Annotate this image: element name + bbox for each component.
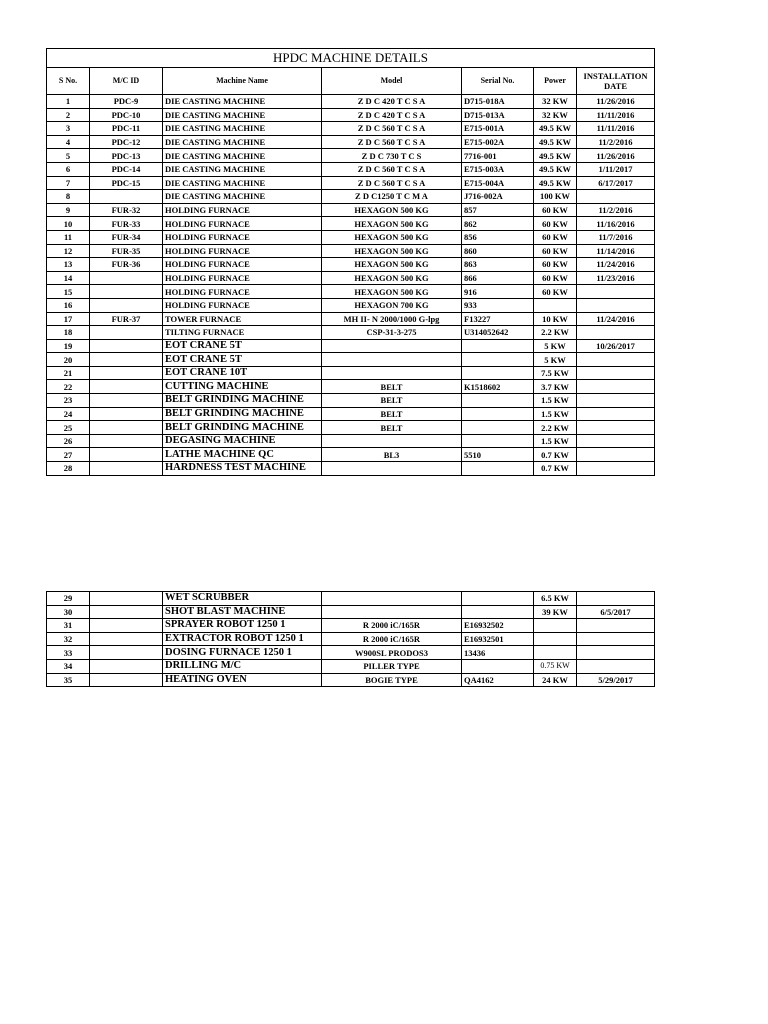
cell-model: BELT	[322, 394, 462, 408]
cell-serial: 5510	[462, 448, 534, 462]
cell-model: BOGIE TYPE	[322, 673, 462, 687]
cell-date: 11/23/2016	[577, 271, 655, 285]
table-row	[47, 244, 655, 258]
header-serial: Serial No.	[462, 68, 534, 95]
table-row	[47, 149, 655, 163]
table-row	[47, 203, 655, 217]
table-row	[47, 632, 655, 646]
cell-sno: 19	[47, 339, 90, 353]
cell-date	[577, 448, 655, 462]
cell-power	[534, 632, 577, 646]
cell-serial	[462, 421, 534, 435]
cell-mcid	[90, 448, 163, 462]
header-installation-date: INSTALLATION DATE	[577, 68, 655, 95]
cell-model: HEXAGON 500 KG	[322, 203, 462, 217]
cell-model: Z D C 560 T C S A	[322, 162, 462, 176]
table-row	[47, 646, 655, 660]
cell-mcid: PDC-11	[90, 122, 163, 136]
cell-model: Z D C1250 T C M A	[322, 190, 462, 204]
cell-power: 0.75 KW	[534, 659, 577, 673]
cell-power: 1.5 KW	[534, 407, 577, 421]
cell-model: Z D C 560 T C S A	[322, 135, 462, 149]
cell-mcid	[90, 380, 163, 394]
cell-mcid: PDC-10	[90, 108, 163, 122]
table-row	[47, 380, 655, 394]
cell-machine-name: DRILLING M/C	[163, 659, 322, 673]
cell-date: 11/11/2016	[577, 108, 655, 122]
cell-date	[577, 394, 655, 408]
cell-sno: 9	[47, 203, 90, 217]
cell-power: 10 KW	[534, 312, 577, 326]
table-row	[47, 135, 655, 149]
cell-mcid	[90, 407, 163, 421]
cell-sno: 20	[47, 353, 90, 367]
cell-model: Z D C 560 T C S A	[322, 176, 462, 190]
table-row	[47, 394, 655, 408]
header-sno: S No.	[47, 68, 90, 95]
cell-machine-name: HOLDING FURNACE	[163, 298, 322, 312]
table-row	[47, 95, 655, 109]
cell-mcid: FUR-34	[90, 230, 163, 244]
cell-sno: 25	[47, 421, 90, 435]
cell-sno: 1	[47, 95, 90, 109]
cell-sno: 4	[47, 135, 90, 149]
cell-mcid: PDC-13	[90, 149, 163, 163]
cell-model: HEXAGON 700 KG	[322, 298, 462, 312]
table-row	[47, 122, 655, 136]
cell-machine-name: EXTRACTOR ROBOT 1250 1	[163, 632, 322, 646]
table-row	[47, 407, 655, 421]
cell-mcid: FUR-37	[90, 312, 163, 326]
cell-serial: QA4162	[462, 673, 534, 687]
cell-serial	[462, 605, 534, 619]
cell-machine-name: DEGASING MACHINE	[163, 434, 322, 448]
cell-power	[534, 298, 577, 312]
cell-machine-name: DIE CASTING MACHINE	[163, 122, 322, 136]
cell-power: 49.5 KW	[534, 176, 577, 190]
cell-model: HEXAGON 500 KG	[322, 271, 462, 285]
cell-power: 6.5 KW	[534, 592, 577, 606]
cell-date	[577, 632, 655, 646]
cell-power: 49.5 KW	[534, 162, 577, 176]
cell-serial: K1518602	[462, 380, 534, 394]
cell-machine-name: DIE CASTING MACHINE	[163, 176, 322, 190]
cell-power: 32 KW	[534, 108, 577, 122]
cell-machine-name: DIE CASTING MACHINE	[163, 135, 322, 149]
cell-machine-name: WET SCRUBBER	[163, 592, 322, 606]
cell-power: 5 KW	[534, 339, 577, 353]
cell-serial: J716-002A	[462, 190, 534, 204]
cell-serial: D715-018A	[462, 95, 534, 109]
cell-machine-name: DIE CASTING MACHINE	[163, 95, 322, 109]
table-row	[47, 462, 655, 476]
cell-date	[577, 462, 655, 476]
cell-serial: 862	[462, 217, 534, 231]
table-row	[47, 298, 655, 312]
cell-model: BELT	[322, 421, 462, 435]
cell-mcid	[90, 462, 163, 476]
cell-serial: D715-013A	[462, 108, 534, 122]
cell-serial: 866	[462, 271, 534, 285]
table-row	[47, 326, 655, 340]
cell-serial	[462, 394, 534, 408]
cell-model	[322, 434, 462, 448]
cell-power: 0.7 KW	[534, 448, 577, 462]
cell-serial	[462, 462, 534, 476]
cell-mcid	[90, 326, 163, 340]
cell-serial	[462, 353, 534, 367]
cell-power: 60 KW	[534, 285, 577, 299]
cell-mcid	[90, 434, 163, 448]
cell-machine-name: DIE CASTING MACHINE	[163, 108, 322, 122]
cell-serial: 7716-001	[462, 149, 534, 163]
cell-sno: 28	[47, 462, 90, 476]
table-row	[47, 217, 655, 231]
cell-power: 60 KW	[534, 203, 577, 217]
table-row	[47, 592, 655, 606]
cell-date	[577, 434, 655, 448]
cell-model	[322, 592, 462, 606]
cell-machine-name: DIE CASTING MACHINE	[163, 190, 322, 204]
table-row	[47, 366, 655, 380]
cell-model: Z D C 420 T C S A	[322, 108, 462, 122]
cell-sno: 32	[47, 632, 90, 646]
cell-mcid	[90, 619, 163, 633]
table-row	[47, 448, 655, 462]
cell-sno: 5	[47, 149, 90, 163]
cell-serial: E16932501	[462, 632, 534, 646]
cell-model: PILLER TYPE	[322, 659, 462, 673]
cell-machine-name: HOLDING FURNACE	[163, 203, 322, 217]
table-row	[47, 190, 655, 204]
table-row	[47, 312, 655, 326]
cell-serial: E715-001A	[462, 122, 534, 136]
cell-power	[534, 646, 577, 660]
cell-mcid: PDC-9	[90, 95, 163, 109]
cell-model: HEXAGON 500 KG	[322, 258, 462, 272]
cell-power: 60 KW	[534, 230, 577, 244]
cell-model	[322, 462, 462, 476]
cell-serial: E16932502	[462, 619, 534, 633]
cell-mcid	[90, 298, 163, 312]
header-machine-name: Machine Name	[163, 68, 322, 95]
cell-sno: 21	[47, 366, 90, 380]
cell-date	[577, 190, 655, 204]
cell-serial: E715-003A	[462, 162, 534, 176]
table-row	[47, 353, 655, 367]
cell-model	[322, 339, 462, 353]
cell-date: 11/24/2016	[577, 258, 655, 272]
cell-machine-name: HOLDING FURNACE	[163, 285, 322, 299]
cell-power: 60 KW	[534, 217, 577, 231]
cell-date: 11/7/2016	[577, 230, 655, 244]
cell-model: R 2000 iC/165R	[322, 632, 462, 646]
cell-power: 60 KW	[534, 244, 577, 258]
cell-date	[577, 646, 655, 660]
cell-date: 1/11/2017	[577, 162, 655, 176]
cell-sno: 3	[47, 122, 90, 136]
cell-date: 6/17/2017	[577, 176, 655, 190]
cell-mcid	[90, 592, 163, 606]
cell-power: 3.7 KW	[534, 380, 577, 394]
cell-mcid	[90, 646, 163, 660]
cell-mcid	[90, 421, 163, 435]
cell-model: CSP-31-3-275	[322, 326, 462, 340]
cell-mcid	[90, 339, 163, 353]
cell-machine-name: BELT GRINDING MACHINE	[163, 421, 322, 435]
cell-power: 5 KW	[534, 353, 577, 367]
cell-power: 0.7 KW	[534, 462, 577, 476]
cell-model	[322, 353, 462, 367]
cell-sno: 22	[47, 380, 90, 394]
cell-date	[577, 326, 655, 340]
cell-model	[322, 605, 462, 619]
cell-date	[577, 592, 655, 606]
table-row	[47, 176, 655, 190]
cell-sno: 18	[47, 326, 90, 340]
cell-model: MH II- N 2000/1000 G-lpg	[322, 312, 462, 326]
cell-mcid	[90, 394, 163, 408]
cell-serial	[462, 592, 534, 606]
cell-date: 11/26/2016	[577, 149, 655, 163]
cell-mcid: PDC-14	[90, 162, 163, 176]
cell-power: 60 KW	[534, 271, 577, 285]
table-row	[47, 162, 655, 176]
cell-date: 11/2/2016	[577, 135, 655, 149]
cell-serial: 863	[462, 258, 534, 272]
cell-machine-name: HEATING OVEN	[163, 673, 322, 687]
cell-sno: 24	[47, 407, 90, 421]
cell-model: HEXAGON 500 KG	[322, 285, 462, 299]
header-mcid: M/C ID	[90, 68, 163, 95]
cell-mcid: FUR-36	[90, 258, 163, 272]
cell-model: Z D C 560 T C S A	[322, 122, 462, 136]
cell-power: 24 KW	[534, 673, 577, 687]
table-row	[47, 258, 655, 272]
cell-power: 2.2 KW	[534, 326, 577, 340]
cell-machine-name: HOLDING FURNACE	[163, 244, 322, 258]
cell-machine-name: HOLDING FURNACE	[163, 258, 322, 272]
cell-mcid	[90, 353, 163, 367]
cell-serial: 933	[462, 298, 534, 312]
cell-sno: 6	[47, 162, 90, 176]
cell-machine-name: EOT CRANE 10T	[163, 366, 322, 380]
cell-machine-name: HOLDING FURNACE	[163, 230, 322, 244]
table-title: HPDC MACHINE DETAILS	[47, 49, 655, 68]
cell-power: 49.5 KW	[534, 149, 577, 163]
cell-sno: 16	[47, 298, 90, 312]
cell-power: 60 KW	[534, 258, 577, 272]
cell-sno: 31	[47, 619, 90, 633]
table-row	[47, 605, 655, 619]
cell-mcid: FUR-33	[90, 217, 163, 231]
cell-power: 7.5 KW	[534, 366, 577, 380]
cell-power: 1.5 KW	[534, 434, 577, 448]
cell-sno: 26	[47, 434, 90, 448]
cell-date: 6/5/2017	[577, 605, 655, 619]
cell-model: HEXAGON 500 KG	[322, 217, 462, 231]
table-row	[47, 285, 655, 299]
cell-serial	[462, 339, 534, 353]
cell-machine-name: DOSING FURNACE 1250 1	[163, 646, 322, 660]
cell-machine-name: HARDNESS TEST MACHINE	[163, 462, 322, 476]
header-model: Model	[322, 68, 462, 95]
cell-model: BELT	[322, 407, 462, 421]
cell-mcid	[90, 632, 163, 646]
cell-mcid	[90, 366, 163, 380]
cell-machine-name: BELT GRINDING MACHINE	[163, 394, 322, 408]
cell-serial	[462, 434, 534, 448]
cell-machine-name: TILTING FURNACE	[163, 326, 322, 340]
cell-date: 10/26/2017	[577, 339, 655, 353]
cell-model	[322, 366, 462, 380]
cell-power: 49.5 KW	[534, 122, 577, 136]
cell-serial	[462, 659, 534, 673]
cell-machine-name: LATHE MACHINE QC	[163, 448, 322, 462]
cell-serial: 916	[462, 285, 534, 299]
cell-serial: 860	[462, 244, 534, 258]
cell-date	[577, 285, 655, 299]
cell-machine-name: DIE CASTING MACHINE	[163, 162, 322, 176]
cell-mcid	[90, 190, 163, 204]
cell-power: 100 KW	[534, 190, 577, 204]
cell-date: 11/14/2016	[577, 244, 655, 258]
cell-date: 5/29/2017	[577, 673, 655, 687]
cell-sno: 35	[47, 673, 90, 687]
cell-mcid: PDC-15	[90, 176, 163, 190]
table-row	[47, 659, 655, 673]
table-row	[47, 271, 655, 285]
cell-date	[577, 353, 655, 367]
cell-date	[577, 380, 655, 394]
cell-mcid	[90, 605, 163, 619]
cell-mcid: PDC-12	[90, 135, 163, 149]
cell-machine-name: TOWER FURNACE	[163, 312, 322, 326]
cell-serial	[462, 366, 534, 380]
cell-power: 2.2 KW	[534, 421, 577, 435]
cell-sno: 23	[47, 394, 90, 408]
cell-model: W900SL PRODOS3	[322, 646, 462, 660]
cell-date	[577, 619, 655, 633]
header-row	[47, 68, 655, 95]
cell-sno: 33	[47, 646, 90, 660]
cell-power: 1.5 KW	[534, 394, 577, 408]
cell-machine-name: SHOT BLAST MACHINE	[163, 605, 322, 619]
cell-date	[577, 366, 655, 380]
table-row	[47, 230, 655, 244]
table-row	[47, 673, 655, 687]
cell-sno: 17	[47, 312, 90, 326]
header-power: Power	[534, 68, 577, 95]
cell-sno: 2	[47, 108, 90, 122]
cell-serial: F13227	[462, 312, 534, 326]
cell-machine-name: SPRAYER ROBOT 1250 1	[163, 619, 322, 633]
cell-sno: 12	[47, 244, 90, 258]
title-row	[47, 49, 655, 68]
cell-date	[577, 421, 655, 435]
table-row	[47, 108, 655, 122]
cell-sno: 27	[47, 448, 90, 462]
cell-mcid	[90, 271, 163, 285]
cell-model: Z D C 420 T C S A	[322, 95, 462, 109]
cell-model: BELT	[322, 380, 462, 394]
cell-power	[534, 619, 577, 633]
cell-mcid	[90, 659, 163, 673]
cell-power: 39 KW	[534, 605, 577, 619]
cell-date	[577, 407, 655, 421]
cell-sno: 7	[47, 176, 90, 190]
cell-date: 11/24/2016	[577, 312, 655, 326]
cell-date: 11/2/2016	[577, 203, 655, 217]
cell-sno: 10	[47, 217, 90, 231]
cell-mcid: FUR-32	[90, 203, 163, 217]
cell-machine-name: DIE CASTING MACHINE	[163, 149, 322, 163]
table-row	[47, 421, 655, 435]
cell-machine-name: EOT CRANE 5T	[163, 353, 322, 367]
cell-date: 11/11/2016	[577, 122, 655, 136]
cell-date: 11/16/2016	[577, 217, 655, 231]
machine-details-table	[46, 48, 655, 476]
cell-date	[577, 659, 655, 673]
cell-sno: 11	[47, 230, 90, 244]
cell-machine-name: HOLDING FURNACE	[163, 271, 322, 285]
cell-serial: E715-004A	[462, 176, 534, 190]
cell-model: Z D C 730 T C S	[322, 149, 462, 163]
cell-sno: 29	[47, 592, 90, 606]
table-row	[47, 434, 655, 448]
table-row	[47, 619, 655, 633]
cell-date	[577, 298, 655, 312]
cell-sno: 8	[47, 190, 90, 204]
cell-machine-name: HOLDING FURNACE	[163, 217, 322, 231]
cell-machine-name: BELT GRINDING MACHINE	[163, 407, 322, 421]
cell-power: 49.5 KW	[534, 135, 577, 149]
cell-mcid	[90, 285, 163, 299]
cell-date: 11/26/2016	[577, 95, 655, 109]
cell-sno: 14	[47, 271, 90, 285]
cell-sno: 15	[47, 285, 90, 299]
cell-model: HEXAGON 500 KG	[322, 230, 462, 244]
cell-machine-name: CUTTING MACHINE	[163, 380, 322, 394]
cell-serial: 856	[462, 230, 534, 244]
cell-sno: 30	[47, 605, 90, 619]
cell-mcid	[90, 673, 163, 687]
cell-mcid: FUR-35	[90, 244, 163, 258]
cell-power: 32 KW	[534, 95, 577, 109]
cell-model: HEXAGON 500 KG	[322, 244, 462, 258]
table-row	[47, 339, 655, 353]
cell-machine-name: EOT CRANE 5T	[163, 339, 322, 353]
cell-serial	[462, 407, 534, 421]
cell-model: R 2000 iC/165R	[322, 619, 462, 633]
cell-model: BL3	[322, 448, 462, 462]
cell-serial: 13436	[462, 646, 534, 660]
cell-serial: E715-002A	[462, 135, 534, 149]
cell-sno: 34	[47, 659, 90, 673]
cell-serial: U314052642	[462, 326, 534, 340]
cell-sno: 13	[47, 258, 90, 272]
cell-serial: 857	[462, 203, 534, 217]
machine-details-table-continued	[46, 591, 655, 687]
